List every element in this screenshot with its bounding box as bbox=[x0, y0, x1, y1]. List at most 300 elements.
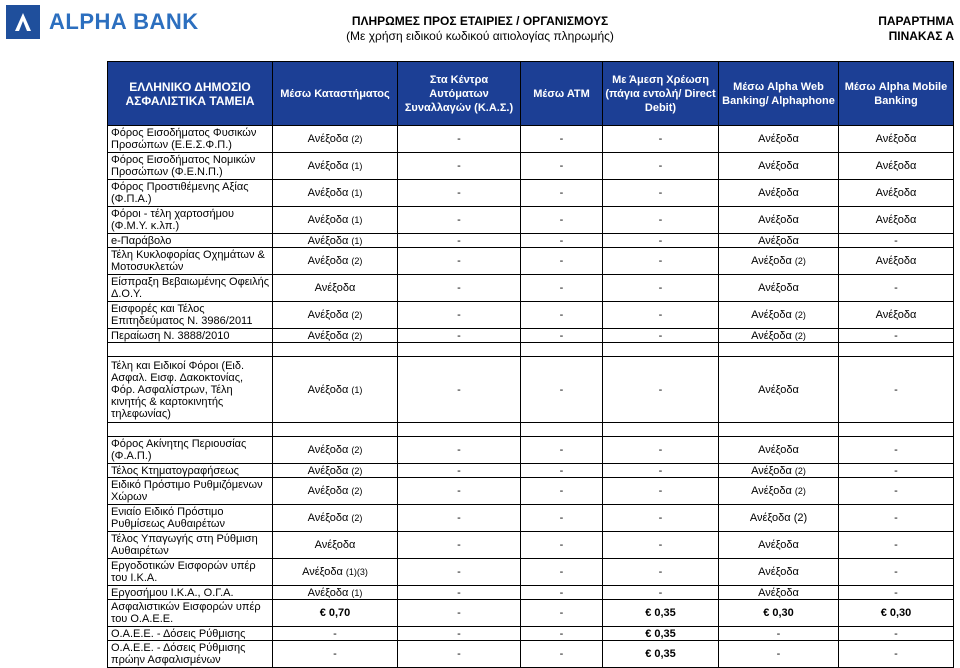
cell-value: - bbox=[559, 586, 564, 599]
table-cell-label bbox=[108, 207, 273, 234]
cell-value: Τέλος Κτηματογραφήσεως bbox=[111, 464, 239, 477]
table-cell-kas bbox=[398, 234, 521, 248]
cell-value: - bbox=[894, 539, 898, 551]
cell-value: € 0,35 bbox=[645, 648, 676, 660]
spacer-cell bbox=[603, 343, 719, 357]
table-cell-branch bbox=[273, 586, 398, 600]
cell-value: Είσπραξη Βεβαιωμένης Οφειλής Δ.Ο.Υ. bbox=[111, 276, 270, 300]
cell-footnote: (2) bbox=[351, 256, 363, 266]
cell-value: € 0,35 bbox=[645, 627, 676, 640]
cell-value: Φόροι - τέλη χαρτοσήμου (Φ.Μ.Υ. κ.λπ.) bbox=[111, 208, 235, 232]
table-header-row bbox=[108, 62, 954, 126]
spacer-row bbox=[108, 343, 954, 357]
cell-value: Ανέξοδα bbox=[758, 586, 799, 599]
table-cell-atm bbox=[521, 478, 603, 505]
cell-value: - bbox=[457, 607, 461, 619]
table-cell-mobile bbox=[839, 180, 954, 207]
table-row bbox=[108, 478, 954, 505]
table-cell-kas bbox=[398, 180, 521, 207]
table-cell-web bbox=[719, 478, 839, 505]
spacer-cell bbox=[839, 423, 954, 437]
cell-value: Τέλη και Ειδικοί Φόροι (Ειδ. Ασφαλ. Εισφ. Δακοκτονίας, Φόρ. Ασφαλίστρων, Τέλη κινητής & καρτοκινητής τηλεφωνίας) bbox=[111, 359, 245, 420]
table-cell-label bbox=[108, 532, 273, 559]
table-cell-label bbox=[108, 600, 273, 627]
cell-value: Ανέξοδα bbox=[751, 485, 792, 497]
spacer-cell bbox=[719, 343, 839, 357]
cell-footnote: (2) bbox=[794, 486, 806, 496]
cell-value: Ανέξοδα bbox=[875, 133, 917, 145]
cell-value: - bbox=[894, 383, 898, 396]
cell-value: - bbox=[658, 485, 663, 497]
cell-value: Ανέξοδα bbox=[307, 187, 349, 199]
cell-value: Ανέξοδα bbox=[307, 214, 349, 226]
annex-line1: ΠΑΡΑΡΤΗΜΑ bbox=[878, 14, 954, 28]
page-title-line1: ΠΛΗΡΩΜΕΣ ΠΡΟΣ ΕΤΑΙΡΙΕΣ / ΟΡΓΑΝΙΣΜΟΥΣ bbox=[351, 14, 609, 28]
cell-value: - bbox=[457, 444, 461, 456]
table-cell-atm bbox=[521, 586, 603, 600]
table-row bbox=[108, 357, 954, 423]
cell-footnote: (1) bbox=[351, 587, 363, 598]
table-row bbox=[108, 641, 954, 668]
cell-value: - bbox=[457, 214, 461, 226]
cell-value: - bbox=[658, 133, 663, 145]
cell-value: Εισφορές και Τέλος Επιτηδεύματος Ν. 3986/2011 bbox=[111, 303, 253, 327]
table-cell-label bbox=[108, 248, 273, 275]
cell-value: - bbox=[559, 444, 564, 456]
table-cell-debit bbox=[603, 207, 719, 234]
annex-label bbox=[878, 14, 954, 44]
table-cell-atm bbox=[521, 329, 603, 343]
cell-value: - bbox=[776, 648, 781, 660]
table-cell-web bbox=[719, 329, 839, 343]
table-cell-branch bbox=[273, 180, 398, 207]
table-row bbox=[108, 600, 954, 627]
cell-value: Ανέξοδα bbox=[307, 464, 349, 477]
spacer-cell bbox=[108, 423, 273, 437]
spacer-cell bbox=[603, 423, 719, 437]
cell-footnote: (2) bbox=[351, 465, 363, 476]
cell-value: Ανέξοδα bbox=[751, 255, 792, 267]
table-cell-label bbox=[108, 153, 273, 180]
cell-value: - bbox=[457, 309, 461, 321]
table-cell-kas bbox=[398, 641, 521, 668]
table-cell-kas bbox=[398, 207, 521, 234]
column-header: Μέσω ΑΤΜ bbox=[521, 62, 603, 126]
cell-value: Ανέξοδα bbox=[307, 255, 349, 267]
cell-value: Ανέξοδα bbox=[751, 464, 792, 477]
cell-value: - bbox=[559, 607, 564, 619]
table-cell-label bbox=[108, 559, 273, 586]
cell-value: - bbox=[894, 282, 898, 294]
column-header: ΕΛΛΗΝΙΚΟ ΔΗΜΟΣΙΟ ΑΣΦΑΛΙΣΤΙΚΑ ΤΑΜΕΙΑ bbox=[108, 62, 273, 126]
table-cell-branch bbox=[273, 357, 398, 423]
table-cell-mobile bbox=[839, 641, 954, 668]
cell-value: Ανέξοδα bbox=[314, 539, 356, 551]
table-cell-kas bbox=[398, 627, 521, 641]
cell-value: Ανέξοδα bbox=[307, 512, 349, 524]
table-cell-atm bbox=[521, 275, 603, 302]
table-cell-web bbox=[719, 180, 839, 207]
cell-value: - bbox=[457, 383, 461, 396]
table-row bbox=[108, 302, 954, 329]
column-header: Στα Κέντρα Αυτόματων Συναλλαγών (Κ.Α.Σ.) bbox=[398, 62, 521, 126]
table-cell-branch bbox=[273, 641, 398, 668]
annex-line2: ΠΙΝΑΚΑΣ Α bbox=[888, 29, 954, 43]
table-cell-web bbox=[719, 357, 839, 423]
cell-value: - bbox=[658, 383, 663, 396]
cell-value: - bbox=[658, 214, 663, 226]
cell-value: - bbox=[457, 586, 461, 599]
table-cell-mobile bbox=[839, 559, 954, 586]
cell-footnote: (2) bbox=[794, 310, 806, 320]
table-cell-debit bbox=[603, 126, 719, 153]
table-body bbox=[108, 126, 954, 668]
cell-value: Τέλος Υπαγωγής στη Ρύθμιση Αυθαιρέτων bbox=[111, 533, 258, 557]
table-cell-atm bbox=[521, 600, 603, 627]
spacer-cell bbox=[273, 343, 398, 357]
cell-value: Ανέξοδα bbox=[758, 187, 799, 199]
table-row bbox=[108, 586, 954, 600]
cell-footnote: (2) bbox=[794, 256, 806, 266]
table-cell-mobile bbox=[839, 627, 954, 641]
table-cell-kas bbox=[398, 153, 521, 180]
cell-value: - bbox=[559, 309, 564, 321]
table-cell-web bbox=[719, 153, 839, 180]
cell-value: - bbox=[894, 464, 898, 477]
table-cell-debit bbox=[603, 248, 719, 275]
table-row bbox=[108, 329, 954, 343]
table-cell-debit bbox=[603, 275, 719, 302]
table-cell-web bbox=[719, 559, 839, 586]
table-cell-atm bbox=[521, 559, 603, 586]
table-cell-label bbox=[108, 505, 273, 532]
cell-value: - bbox=[457, 160, 461, 172]
table-cell-debit bbox=[603, 505, 719, 532]
cell-footnote: (1) bbox=[351, 161, 363, 171]
table-cell-web bbox=[719, 302, 839, 329]
table-cell-kas bbox=[398, 126, 521, 153]
table-cell-debit bbox=[603, 586, 719, 600]
cell-value: - bbox=[457, 627, 461, 640]
cell-value: Ανέξοδα bbox=[875, 187, 917, 199]
table-row bbox=[108, 180, 954, 207]
table-row bbox=[108, 275, 954, 302]
cell-value: - bbox=[658, 255, 663, 267]
table-cell-kas bbox=[398, 275, 521, 302]
spacer-row bbox=[108, 423, 954, 437]
table-cell-atm bbox=[521, 505, 603, 532]
cell-footnote: (2) bbox=[794, 330, 806, 341]
cell-value: - bbox=[457, 282, 461, 294]
cell-value: Φόρος Εισοδήματος Νομικών Προσώπων (Φ.Ε.Ν.Π.) bbox=[111, 154, 256, 178]
table-cell-debit bbox=[603, 357, 719, 423]
spacer-cell bbox=[108, 343, 273, 357]
cell-value: - bbox=[333, 627, 337, 640]
table-cell-branch bbox=[273, 329, 398, 343]
table-cell-kas bbox=[398, 302, 521, 329]
cell-value: - bbox=[658, 282, 663, 294]
table-row bbox=[108, 505, 954, 532]
cell-value: Τέλη Κυκλοφορίας Οχημάτων & Μοτοσυκλετών bbox=[111, 249, 265, 273]
cell-value: € 0,30 bbox=[763, 607, 794, 619]
table-cell-atm bbox=[521, 437, 603, 464]
cell-value: - bbox=[457, 133, 461, 145]
cell-footnote: (1)(3) bbox=[345, 567, 368, 577]
cell-value: Φόρος Προστιθέμενης Αξίας (Φ.Π.Α.) bbox=[111, 181, 249, 205]
cell-value: - bbox=[559, 648, 564, 660]
cell-footnote: (2) bbox=[351, 513, 363, 523]
cell-value: Ανέξοδα bbox=[758, 160, 799, 172]
table-cell-web bbox=[719, 505, 839, 532]
table-cell-mobile bbox=[839, 586, 954, 600]
cell-value: - bbox=[658, 566, 663, 578]
cell-footnote: (1) bbox=[351, 384, 363, 395]
cell-value: Εργοδοτικών Εισφορών υπέρ του Ι.Κ.Α. bbox=[111, 560, 256, 584]
table-cell-atm bbox=[521, 357, 603, 423]
table-row bbox=[108, 559, 954, 586]
cell-value: Ασφαλιστικών Εισφορών υπέρ του Ο.Α.Ε.Ε. bbox=[111, 601, 261, 625]
table-cell-branch bbox=[273, 464, 398, 478]
cell-value: - bbox=[559, 329, 564, 342]
cell-value: Ενιαίο Ειδικό Πρόστιμο Ρυθμίσεως Αυθαιρέτων bbox=[111, 506, 225, 530]
table-cell-mobile bbox=[839, 505, 954, 532]
spacer-cell bbox=[521, 343, 603, 357]
table-cell-branch bbox=[273, 478, 398, 505]
table-cell-debit bbox=[603, 627, 719, 641]
cell-footnote: (2) bbox=[351, 134, 363, 144]
cell-value: - bbox=[559, 383, 564, 396]
table-cell-atm bbox=[521, 532, 603, 559]
table-cell-atm bbox=[521, 153, 603, 180]
table-cell-atm bbox=[521, 302, 603, 329]
cell-value: - bbox=[894, 586, 898, 599]
cell-footnote: (2) bbox=[351, 310, 363, 320]
cell-value: - bbox=[559, 566, 564, 578]
cell-value: Ειδικό Πρόστιμο Ρυθμιζόμενων Χώρων bbox=[111, 479, 263, 503]
table-cell-label bbox=[108, 437, 273, 464]
table-cell-mobile bbox=[839, 153, 954, 180]
cell-value: - bbox=[559, 485, 564, 497]
cell-value: - bbox=[658, 187, 663, 199]
cell-value: Ανέξοδα bbox=[758, 444, 799, 456]
cell-value: Ανέξοδα bbox=[307, 485, 349, 497]
cell-value: - bbox=[559, 512, 564, 524]
page-title bbox=[300, 14, 660, 44]
column-header: Μέσω Alpha Web Banking/ Alphaphone bbox=[719, 62, 839, 126]
cell-value: - bbox=[559, 234, 564, 247]
table-cell-label bbox=[108, 641, 273, 668]
table-cell-web bbox=[719, 437, 839, 464]
cell-value: - bbox=[559, 627, 564, 640]
cell-value: € 0,70 bbox=[319, 607, 351, 619]
alpha-bank-logo bbox=[6, 4, 199, 40]
table-cell-debit bbox=[603, 437, 719, 464]
cell-footnote: (2) bbox=[794, 465, 806, 476]
table-cell-mobile bbox=[839, 532, 954, 559]
table-cell-label bbox=[108, 126, 273, 153]
table-row bbox=[108, 126, 954, 153]
cell-value: Ανέξοδα bbox=[751, 329, 792, 342]
table-cell-mobile bbox=[839, 248, 954, 275]
column-header: Μέσω Alpha Mobile Banking bbox=[839, 62, 954, 126]
cell-value: - bbox=[658, 309, 663, 321]
cell-value: - bbox=[457, 512, 461, 524]
table-cell-kas bbox=[398, 357, 521, 423]
alpha-logo-icon bbox=[6, 5, 40, 39]
table-cell-branch bbox=[273, 302, 398, 329]
cell-value: - bbox=[559, 464, 564, 477]
cell-value: - bbox=[559, 255, 564, 267]
cell-value: Ανέξοδα bbox=[751, 309, 792, 321]
cell-value: Ανέξοδα bbox=[758, 566, 799, 578]
cell-footnote: (1) bbox=[351, 188, 363, 198]
table-cell-web bbox=[719, 248, 839, 275]
column-header: Μέσω Καταστήματος bbox=[273, 62, 398, 126]
cell-footnote: (1) bbox=[351, 215, 363, 225]
cell-value: Εργοσήμου Ι.Κ.Α., Ο.Γ.Α. bbox=[111, 586, 234, 599]
cell-value: - bbox=[658, 329, 663, 342]
cell-value: - bbox=[894, 444, 898, 456]
cell-value: - bbox=[658, 586, 663, 599]
cell-value: - bbox=[776, 627, 781, 640]
table-cell-label bbox=[108, 180, 273, 207]
cell-value: Ανέξοδα bbox=[875, 214, 917, 226]
table-cell-mobile bbox=[839, 464, 954, 478]
cell-value: - bbox=[894, 234, 898, 247]
cell-value: - bbox=[658, 444, 663, 456]
table-cell-mobile bbox=[839, 275, 954, 302]
table-cell-label bbox=[108, 478, 273, 505]
cell-value: - bbox=[894, 566, 898, 578]
cell-value: - bbox=[894, 485, 898, 497]
cell-value: Ανέξοδα bbox=[307, 444, 349, 456]
table-cell-atm bbox=[521, 207, 603, 234]
table-cell-web bbox=[719, 627, 839, 641]
table-cell-branch bbox=[273, 559, 398, 586]
table-cell-web bbox=[719, 532, 839, 559]
cell-value: - bbox=[658, 234, 663, 247]
table-cell-debit bbox=[603, 559, 719, 586]
table-cell-branch bbox=[273, 248, 398, 275]
cell-value: - bbox=[457, 234, 461, 247]
cell-value: Ανέξοδα bbox=[758, 133, 799, 145]
table-cell-debit bbox=[603, 641, 719, 668]
table-cell-mobile bbox=[839, 437, 954, 464]
cell-value: € 0,30 bbox=[880, 607, 912, 619]
table-cell-branch bbox=[273, 207, 398, 234]
spacer-cell bbox=[521, 423, 603, 437]
cell-footnote: (1) bbox=[351, 235, 363, 246]
cell-value: Φόρος Εισοδήματος Φυσικών Προσώπων (Ε.Ε.Σ.Φ.Π.) bbox=[111, 127, 257, 151]
cell-value: Ανέξοδα bbox=[307, 309, 349, 321]
table-cell-kas bbox=[398, 329, 521, 343]
cell-value: € 0,35 bbox=[645, 607, 676, 619]
table-cell-mobile bbox=[839, 600, 954, 627]
table-cell-label bbox=[108, 464, 273, 478]
table-cell-kas bbox=[398, 600, 521, 627]
table-cell-debit bbox=[603, 180, 719, 207]
cell-value: Ανέξοδα bbox=[758, 234, 799, 247]
table-cell-debit bbox=[603, 329, 719, 343]
table-cell-branch bbox=[273, 600, 398, 627]
table-cell-kas bbox=[398, 437, 521, 464]
table-cell-mobile bbox=[839, 207, 954, 234]
table-row bbox=[108, 532, 954, 559]
cell-value: Ανέξοδα bbox=[758, 539, 799, 551]
cell-value: - bbox=[457, 539, 461, 551]
table-row bbox=[108, 153, 954, 180]
table-cell-mobile bbox=[839, 126, 954, 153]
table-cell-debit bbox=[603, 234, 719, 248]
brand-name: ALPHA BANK bbox=[49, 9, 199, 34]
table-cell-kas bbox=[398, 532, 521, 559]
spacer-cell bbox=[398, 343, 521, 357]
cell-value: - bbox=[894, 627, 898, 640]
table-row bbox=[108, 248, 954, 275]
cell-value: Ανέξοδα bbox=[307, 160, 349, 172]
table-row bbox=[108, 234, 954, 248]
cell-value: Ανέξοδα bbox=[307, 383, 349, 396]
table-cell-label bbox=[108, 357, 273, 423]
table-cell-debit bbox=[603, 532, 719, 559]
page-title-line2: (Με χρήση ειδικού κωδικού αιτιολογίας πληρωμής) bbox=[346, 29, 614, 43]
cell-value: - bbox=[559, 160, 564, 172]
spacer-cell bbox=[719, 423, 839, 437]
cell-value: - bbox=[658, 160, 663, 172]
cell-value: Ο.Α.Ε.Ε. - Δόσεις Ρύθμισης bbox=[111, 627, 246, 640]
cell-value: - bbox=[559, 282, 564, 294]
cell-value: - bbox=[457, 255, 461, 267]
cell-value: Ανέξοδα bbox=[307, 329, 349, 342]
table-cell-branch bbox=[273, 126, 398, 153]
table-cell-mobile bbox=[839, 329, 954, 343]
spacer-cell bbox=[839, 343, 954, 357]
table-cell-label bbox=[108, 302, 273, 329]
cell-value: Ανέξοδα bbox=[875, 255, 917, 267]
table-cell-mobile bbox=[839, 478, 954, 505]
cell-value: Ανέξοδα bbox=[875, 160, 917, 172]
table-cell-mobile bbox=[839, 357, 954, 423]
cell-value: Ανέξοδα bbox=[758, 214, 799, 226]
cell-footnote: (2) bbox=[351, 445, 363, 455]
cell-value: Ανέξοδα bbox=[307, 234, 349, 247]
table-cell-atm bbox=[521, 641, 603, 668]
cell-value: e-Παράβολο bbox=[111, 234, 172, 247]
table-cell-label bbox=[108, 275, 273, 302]
table-cell-kas bbox=[398, 248, 521, 275]
table-cell-atm bbox=[521, 126, 603, 153]
table-cell-label bbox=[108, 234, 273, 248]
table-cell-label bbox=[108, 627, 273, 641]
cell-value: Ανέξοδα bbox=[314, 282, 356, 294]
table-cell-mobile bbox=[839, 302, 954, 329]
cell-value: - bbox=[457, 329, 461, 342]
table-cell-web bbox=[719, 275, 839, 302]
table-cell-mobile bbox=[839, 234, 954, 248]
cell-value: - bbox=[894, 329, 898, 342]
table-cell-branch bbox=[273, 505, 398, 532]
cell-value: - bbox=[894, 512, 898, 524]
cell-value: Ανέξοδα bbox=[758, 282, 799, 294]
table-cell-atm bbox=[521, 180, 603, 207]
table-cell-web bbox=[719, 641, 839, 668]
table-cell-branch bbox=[273, 532, 398, 559]
cell-value: - bbox=[559, 187, 564, 199]
table-cell-web bbox=[719, 586, 839, 600]
cell-footnote: (2) bbox=[351, 330, 363, 341]
cell-value: - bbox=[457, 566, 461, 578]
cell-value: Ανέξοδα (2) bbox=[749, 512, 808, 524]
